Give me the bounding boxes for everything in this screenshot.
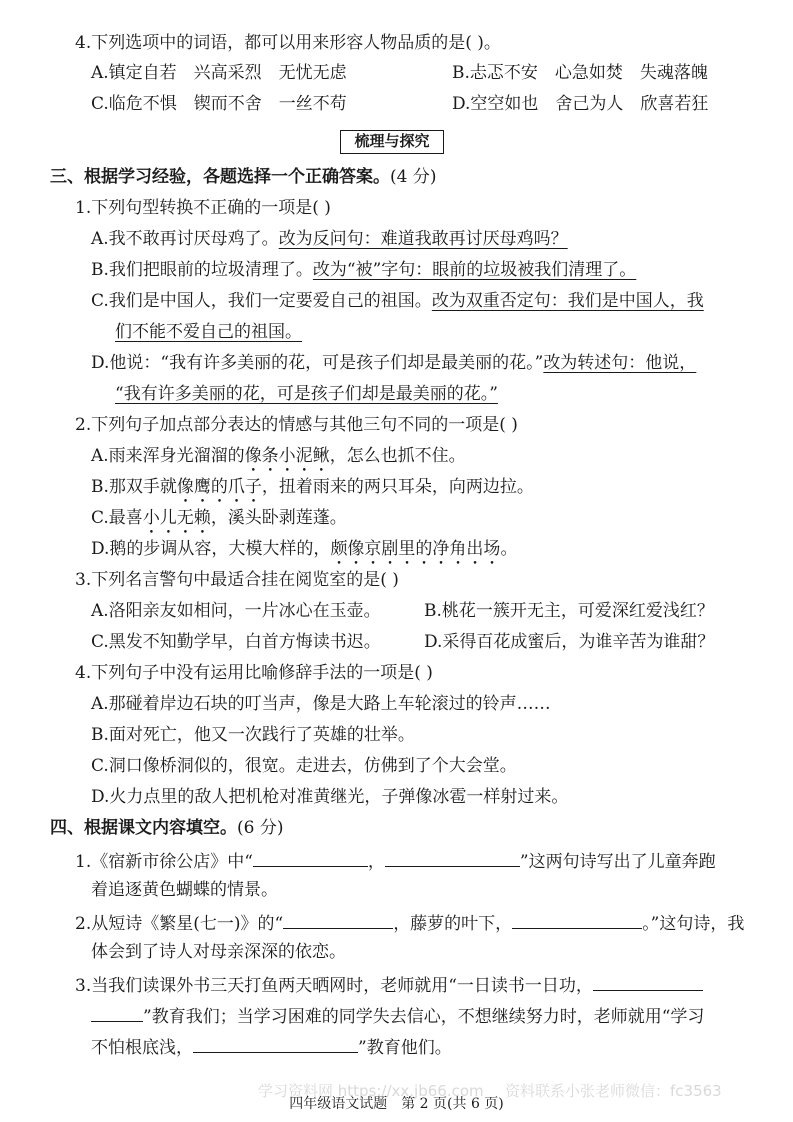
underlined-text: 改为转述句：他说， bbox=[543, 353, 697, 373]
section-points: (4 分) bbox=[390, 167, 437, 187]
option-c: C.黑发不知勤学早，白首方悔读书迟。 bbox=[91, 632, 381, 652]
section-title bbox=[50, 166, 436, 188]
question-text: 。”这句诗，我 bbox=[642, 914, 745, 934]
question-text: 不怕根底浅， bbox=[91, 1038, 193, 1058]
question-stem: 3.下列名言警句中最适合挂在阅览室的是( ) bbox=[75, 570, 399, 590]
option-text: ，溪头卧剥莲蓬。 bbox=[210, 508, 347, 528]
option-d bbox=[91, 538, 517, 569]
section-points: (6 分) bbox=[237, 818, 284, 838]
page-footer: 四年级语文试题 第 2 页(共 6 页) bbox=[289, 1096, 504, 1112]
answer-blank[interactable] bbox=[593, 972, 703, 991]
option-c bbox=[91, 290, 704, 312]
answer-blank[interactable] bbox=[385, 848, 520, 867]
option-b: B.忐忑不安 心急如焚 失魂落魄 bbox=[452, 63, 708, 83]
dotted-text: 小儿无赖 bbox=[142, 508, 211, 528]
option-d bbox=[91, 352, 696, 374]
answer-blank[interactable] bbox=[91, 1003, 143, 1022]
question-continued bbox=[91, 1034, 452, 1059]
option-a bbox=[91, 228, 568, 250]
section-title-text: 三、根据学习经验，各题选择一个正确答案。 bbox=[50, 167, 390, 187]
question-text: ， bbox=[367, 852, 385, 872]
option-d: D.火力点里的敌人把机枪对准黄继光，子弹像冰雹一样射过来。 bbox=[91, 787, 569, 807]
underlined-text: 们不能不爱自己的祖国。 bbox=[115, 322, 302, 342]
option-text: D.他说：“我有许多美丽的花，可是孩子们却是最美丽的花。” bbox=[91, 353, 544, 373]
question-text: ”这两句诗写出了儿童奔跑 bbox=[519, 852, 716, 872]
fill-in-question bbox=[75, 848, 716, 873]
option-text: B.我们把眼前的垃圾清理了。 bbox=[91, 260, 313, 280]
question-text: ，藤萝的叶下， bbox=[393, 914, 513, 934]
question-stem: 4.下列选项中的词语，都可以用来形容人物品质的是( )。 bbox=[75, 33, 501, 53]
answer-blank[interactable] bbox=[283, 910, 393, 929]
option-d: D.采得百花成蜜后，为谁辛苦为谁甜？ bbox=[424, 632, 715, 652]
option-c bbox=[91, 507, 347, 538]
section-title bbox=[50, 817, 283, 839]
option-d-continued bbox=[115, 383, 498, 405]
option-c: C.洞口像桥洞似的，很宽。走进去，仿佛到了个大会堂。 bbox=[91, 756, 517, 776]
option-text: D.鹅的步调从容，大模大样的， bbox=[91, 539, 331, 559]
answer-blank[interactable] bbox=[253, 848, 368, 867]
watermark-contact: 资料联系小张老师微信：fc3563 bbox=[505, 1082, 722, 1100]
question-text: 3.当我们读课外书三天打鱼两天晒网时，老师就用“一日读书一日功， bbox=[75, 976, 593, 996]
question-stem: 2.下列句子加点部分表达的情感与其他三句不同的一项是( ) bbox=[75, 415, 518, 435]
option-text: A.我不敢再讨厌母鸡了。 bbox=[91, 229, 279, 249]
option-text: C.最喜 bbox=[91, 508, 143, 528]
option-text: A.雨来浑身光溜溜的 bbox=[91, 446, 245, 466]
question-continued: 体会到了诗人对母亲深深的依恋。 bbox=[91, 942, 346, 962]
option-b: B.桃花一簇开无主，可爱深红爱浅红？ bbox=[424, 601, 714, 621]
option-b bbox=[91, 259, 636, 281]
underlined-text: 改为双重否定句：我们是中国人，我 bbox=[431, 291, 704, 311]
option-a: A.洛阳亲友如相问，一片冰心在玉壶。 bbox=[91, 601, 381, 621]
option-c: C.临危不惧 锲而不舍 一丝不苟 bbox=[91, 94, 347, 114]
section-banner: 梳理与探究 bbox=[340, 130, 444, 154]
section-title-text: 四、根据课文内容填空。 bbox=[50, 818, 237, 838]
question-continued: 着追逐黄色蝴蝶的情景。 bbox=[91, 880, 278, 900]
fill-in-question bbox=[75, 910, 744, 935]
underlined-text: 改为“被”字句：眼前的垃圾被我们清理了。 bbox=[312, 260, 637, 280]
option-text: B.那双手就 bbox=[91, 477, 177, 497]
answer-blank[interactable] bbox=[193, 1034, 358, 1053]
question-continued bbox=[91, 1003, 704, 1028]
dotted-text: 像条小泥鳅 bbox=[244, 446, 330, 466]
option-a: A.镇定自若 兴高采烈 无忧无虑 bbox=[91, 63, 347, 83]
question-stem: 1.下列句型转换不正确的一项是( ) bbox=[75, 198, 331, 218]
question-text: ”教育我们；当学习困难的同学失去信心，不想继续努力时，老师就用“学习 bbox=[143, 1007, 705, 1027]
question-text: ”教育他们。 bbox=[358, 1038, 452, 1058]
question-text: 1.《宿新市徐公店》中“ bbox=[75, 852, 253, 872]
option-a bbox=[91, 445, 466, 476]
dotted-text: 颇像京剧里的净角出场 bbox=[330, 539, 501, 559]
option-text: ，怎么也抓不住。 bbox=[329, 446, 466, 466]
question-stem: 4.下列句子中没有运用比喻修辞手法的一项是( ) bbox=[75, 663, 433, 683]
option-b bbox=[91, 476, 534, 507]
underlined-text: 改为反问句：难道我敢再讨厌母鸡吗？ bbox=[278, 229, 568, 249]
option-text: ，扭着雨来的两只耳朵，向两边拉。 bbox=[261, 477, 534, 497]
option-a: A.那碰着岸边石块的叮当声，像是大路上车轮滚过的铃声…… bbox=[91, 694, 551, 714]
option-text: 。 bbox=[500, 539, 518, 559]
answer-blank[interactable] bbox=[512, 910, 642, 929]
option-c-continued bbox=[115, 321, 302, 343]
fill-in-question bbox=[75, 972, 703, 997]
option-text: C.我们是中国人，我们一定要爱自己的祖国。 bbox=[91, 291, 432, 311]
underlined-text: “我有许多美丽的花，可是孩子们却是最美丽的花。” bbox=[115, 384, 498, 404]
watermark-url: 学习资料网 https://xx.jb66.com bbox=[258, 1082, 484, 1100]
dotted-text: 像鹰的爪子 bbox=[176, 477, 262, 497]
question-text: 2.从短诗《繁星(七一)》的“ bbox=[75, 914, 284, 934]
option-d: D.空空如也 舍己为人 欣喜若狂 bbox=[452, 94, 709, 114]
option-b: B.面对死亡，他又一次践行了英雄的壮举。 bbox=[91, 725, 415, 745]
